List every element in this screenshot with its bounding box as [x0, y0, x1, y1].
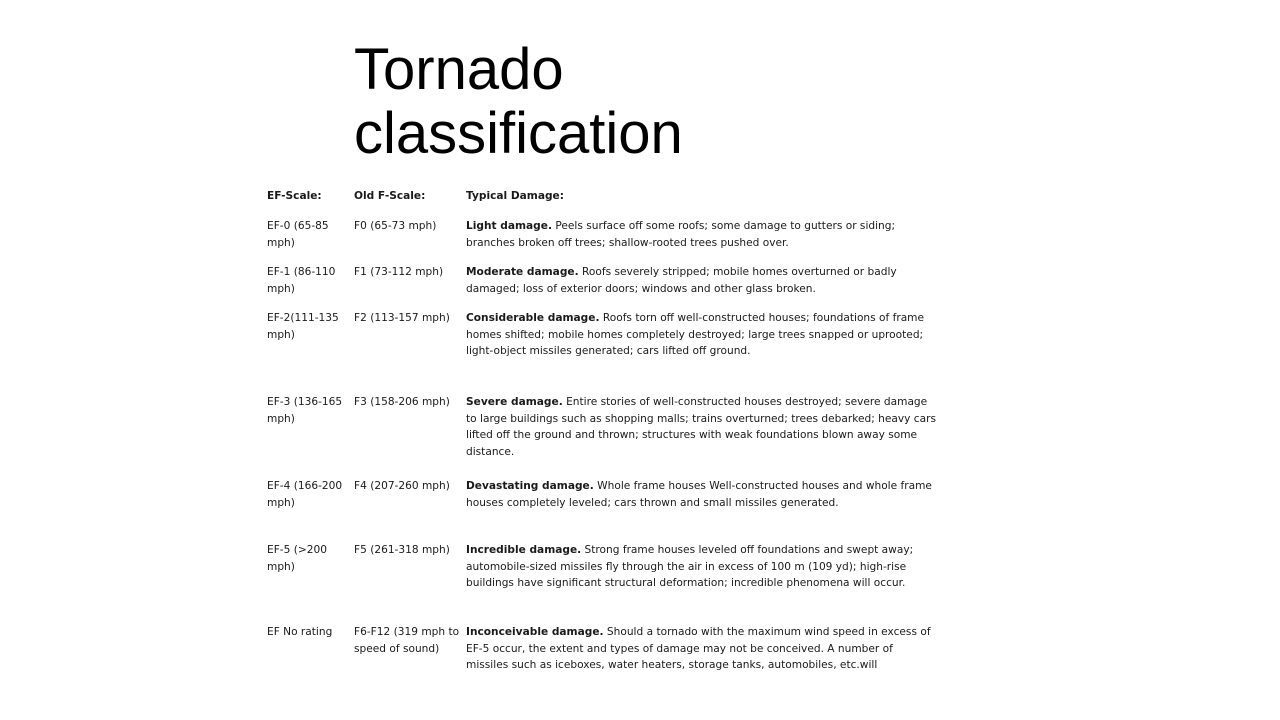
damage-description: Should a tornado with the maximum wind speed in excess of EF-5 occur, the extent and types of damage may not be conceived. A number of missiles such as iceboxes, water heaters, storage tanks, automobiles, etc.will [466, 626, 931, 671]
ef-rating-cell: EF-1 (86-110 mph) [267, 266, 336, 295]
damage-description: Whole frame houses Well-constructed houses and whole frame houses completely leveled; cars thrown and small missiles generated. [466, 480, 932, 509]
damage-description: Entire stories of well-constructed houses destroyed; severe damage to large buildings such as shopping malls; trains overturned; trees debarked; heavy cars lifted off the ground and thrown; structures with weak foundations blown away some distance. [466, 396, 936, 458]
slide-title-line1: Tornado [354, 37, 564, 102]
damage-cell [466, 624, 936, 674]
ef-rating-cell: EF-3 (136-165 mph) [267, 396, 343, 425]
damage-cell [466, 394, 936, 460]
f-rating-cell: F1 (73-112 mph) [354, 266, 444, 278]
damage-cell [466, 310, 936, 360]
ef-rating-cell: EF No rating [267, 626, 333, 638]
f-rating-cell: F5 (261-318 mph) [354, 544, 450, 556]
header-typical-damage: Typical Damage: [466, 190, 564, 202]
damage-level: Moderate damage. [466, 266, 579, 278]
damage-level: Devastating damage. [466, 480, 594, 492]
damage-cell [466, 218, 936, 251]
ef-rating-cell: EF-0 (65-85 mph) [267, 220, 329, 249]
damage-cell [466, 542, 936, 592]
damage-level: Inconceivable damage. [466, 626, 604, 638]
f-rating-cell: F4 (207-260 mph) [354, 480, 450, 492]
slide-title-line2: classification [354, 101, 683, 166]
damage-description: Roofs torn off well-constructed houses; foundations of frame homes shifted; mobile homes completely destroyed; large trees snapped or uprooted; light-object missiles generated; cars lifted off ground. [466, 312, 925, 357]
damage-description: Peels surface off some roofs; some damage to gutters or siding; branches broken off trees; shallow-rooted trees pushed over. [466, 220, 896, 249]
f-rating-cell: F6-F12 (319 mph to speed of sound) [354, 626, 460, 655]
f-rating-cell: F0 (65-73 mph) [354, 220, 437, 232]
slide-title [354, 38, 954, 166]
damage-level: Incredible damage. [466, 544, 582, 556]
damage-cell [466, 478, 936, 511]
ef-rating-cell: EF-4 (166-200 mph) [267, 480, 343, 509]
damage-level: Considerable damage. [466, 312, 600, 324]
damage-description: Roofs severely stripped; mobile homes overturned or badly damaged; loss of exterior doors; windows and other glass broken. [466, 266, 897, 295]
f-rating-cell: F2 (113-157 mph) [354, 312, 450, 324]
header-old-f-scale: Old F-Scale: [354, 190, 426, 202]
ef-rating-cell: EF-2(111-135 mph) [267, 312, 339, 341]
damage-cell [466, 264, 936, 297]
ef-rating-cell: EF-5 (>200 mph) [267, 544, 327, 573]
damage-level: Severe damage. [466, 396, 563, 408]
damage-description: Strong frame houses leveled off foundations and swept away; automobile-sized missiles fly through the air in excess of 100 m (109 yd); high-rise buildings have significant structural deformation; incredible phenomena will occur. [466, 544, 914, 589]
f-rating-cell: F3 (158-206 mph) [354, 396, 450, 408]
damage-level: Light damage. [466, 220, 552, 232]
header-ef-scale: EF-Scale: [267, 190, 322, 202]
